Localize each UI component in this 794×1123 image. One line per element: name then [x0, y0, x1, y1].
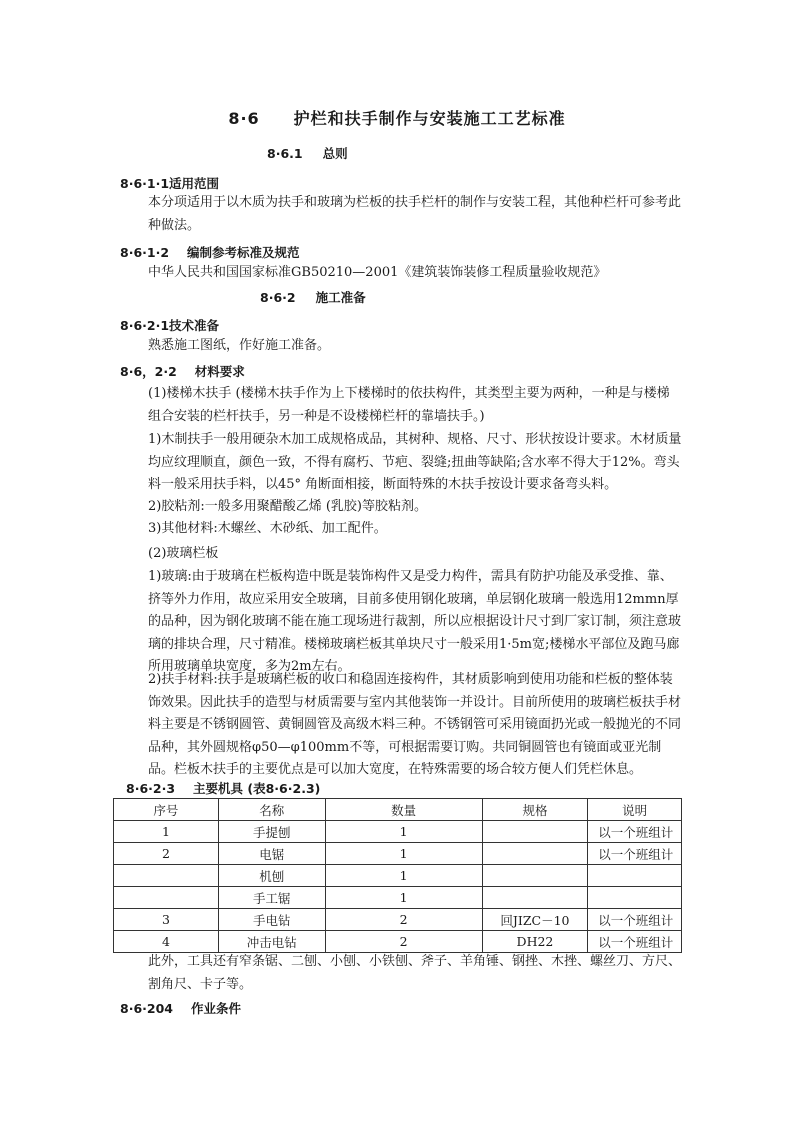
- heading-text: 主要机具 (表8·6·2.3): [193, 781, 321, 796]
- heading-8-6-2-3: [126, 779, 320, 797]
- table-header-row: [114, 799, 682, 821]
- table-header-cell: 说明: [588, 799, 682, 821]
- table-row: [114, 931, 682, 953]
- table-cell: [482, 843, 587, 865]
- tools-table: [113, 798, 682, 953]
- page-title: [0, 106, 794, 129]
- table-cell: 1: [325, 843, 482, 865]
- heading-8-6-2-2: [120, 362, 245, 380]
- heading-8-6-1-2: [120, 243, 300, 261]
- table-cell: [482, 887, 587, 909]
- heading-8-6-1-1: 8·6·1·1适用范围: [120, 176, 220, 191]
- table-cell: 以一个班组计: [588, 843, 682, 865]
- table-row: [114, 909, 682, 931]
- table-row: [114, 843, 682, 865]
- paragraph-other-tools: 此外，工具还有窄条锯、二刨、小刨、小铁刨、斧子、羊角锤、钢挫、木挫、螺丝刀、方尺、割角尺、卡子等。: [148, 954, 682, 992]
- section-text: 施工准备: [315, 290, 366, 305]
- table-header-cell: 规格: [482, 799, 587, 821]
- table-cell: 以一个班组计: [588, 931, 682, 953]
- table-cell: [588, 887, 682, 909]
- paragraph-scope: 本分项适用于以木质为扶手和玻璃为栏板的扶手栏杆的制作与安装工程，其他种栏杆可参考此种做法。: [148, 195, 682, 233]
- heading-8-6-2-1: 8·6·2·1技术准备: [120, 318, 220, 333]
- heading-8-6-2-4: [120, 999, 241, 1017]
- table-cell: 3: [114, 909, 219, 931]
- table-cell: 1: [325, 865, 482, 887]
- table-cell: [482, 821, 587, 843]
- table-cell: 2: [325, 931, 482, 953]
- table-cell: 手工锯: [218, 887, 325, 909]
- section-text: 总则: [322, 146, 348, 161]
- table-cell: 手电钻: [218, 909, 325, 931]
- material-item: (1)楼梯木扶手 (楼梯木扶手作为上下楼梯时的依扶构件，其类型主要为两种，一种是与楼梯组合安装的栏杆扶手，另一种是不设楼梯栏杆的靠墙扶手。): [148, 386, 670, 424]
- section-number: 8·6·2: [260, 290, 296, 305]
- table-header-cell: 序号: [114, 799, 219, 821]
- heading-text: 材料要求: [194, 364, 245, 379]
- table-row: [114, 865, 682, 887]
- table-cell: 回JIZC－10: [482, 909, 587, 931]
- table-cell: [588, 865, 682, 887]
- material-item: 3)其他材料:木螺丝、木砂纸、加工配件。: [148, 521, 387, 536]
- table-cell: 2: [114, 843, 219, 865]
- heading-number: 8·6·2·3: [126, 781, 176, 796]
- table-row: [114, 887, 682, 909]
- table-cell: 冲击电钻: [218, 931, 325, 953]
- table-cell: 以一个班组计: [588, 909, 682, 931]
- material-item: 2)胶粘剂:一般多用聚醋酸乙烯 (乳胶)等胶粘剂。: [148, 499, 427, 514]
- material-item: 2)扶手材料:扶手是玻璃栏板的收口和稳固连接构件，其材质影响到使用功能和栏板的整体装饰效果。因此扶手的造型与材质需要与室内其他装饰一并设计。目前所使用的玻璃栏板扶手材料主要是不锈钢圆管、黄铜圆管及高级木料三种。不锈钢管可采用镜面扔光或一般抛光的不同品种，其外圆规格φ50—φ100mm不等，可根据需要订购。共同铜圆管也有镜面或亚光制品。栏板木扶手的主要优点是可以加大宽度，在特殊需要的场合较方便人们凭栏休息。: [148, 672, 682, 777]
- heading-number: 8·6，2·2: [120, 364, 177, 379]
- table-cell: 电锯: [218, 843, 325, 865]
- paragraph-standards: 中华人民共和国国家标准GB50210—2001《建筑装饰装修工程质量验收规范》: [148, 265, 607, 280]
- table-cell: 手提刨: [218, 821, 325, 843]
- heading-text: 作业条件: [191, 1001, 242, 1016]
- paragraph-tech-prep: 熟悉施工图纸，作好施工准备。: [148, 338, 331, 353]
- table-cell: DH22: [482, 931, 587, 953]
- material-item: (2)玻璃栏板: [148, 546, 219, 561]
- table-cell: 1: [114, 821, 219, 843]
- table-cell: 2: [325, 909, 482, 931]
- table-row: [114, 821, 682, 843]
- table-cell: 以一个班组计: [588, 821, 682, 843]
- section-number: 8·6.1: [267, 146, 303, 161]
- material-item: 1)木制扶手一般用硬杂木加工成规格成品，其树种、规格、尺寸、形状按设计要求。木材质量均应纹理顺直，颜色一致，不得有腐朽、节疤、裂缝;扭曲等缺陷;含水率不得大于12%。弯头料一般采用扶手料，以45° 角断面相接，断面特殊的木扶手按设计要求备弯头料。: [148, 432, 682, 492]
- table-cell: [482, 865, 587, 887]
- table-cell: 1: [325, 887, 482, 909]
- table-cell: [114, 865, 219, 887]
- section-8-6-1-heading: [267, 144, 348, 162]
- title-number: 8·6: [228, 109, 260, 128]
- material-item: 1)玻璃:由于玻璃在栏板构造中既是装饰构件又是受力构件，需具有防护功能及承受推、靠、挤等外力作用，故应采用安全玻璃，目前多使用钢化玻璃，单层钢化玻璃一般选用12mmn厚的品种，因为钢化玻璃不能在施工现场进行裁割，所以应根据设计尺寸到厂家订制，须注意玻璃的排块合理，尺寸精准。楼梯玻璃栏板其单块尺寸一般采用1·5m宽;楼梯水平部位及跑马廊所用玻璃单块宽度，多为2m左右。: [148, 569, 682, 674]
- table-header-cell: 名称: [218, 799, 325, 821]
- table-header-cell: 数量: [325, 799, 482, 821]
- table-cell: 4: [114, 931, 219, 953]
- table-cell: [114, 887, 219, 909]
- section-8-6-2-heading: [260, 288, 366, 306]
- heading-number: 8·6·204: [120, 1001, 173, 1016]
- title-text: 护栏和扶手制作与安装施工工艺标准: [293, 109, 566, 128]
- table-cell: 机刨: [218, 865, 325, 887]
- table-cell: 1: [325, 821, 482, 843]
- heading-number: 8·6·1·2: [120, 245, 170, 260]
- heading-text: 编制参考标准及规范: [187, 245, 300, 260]
